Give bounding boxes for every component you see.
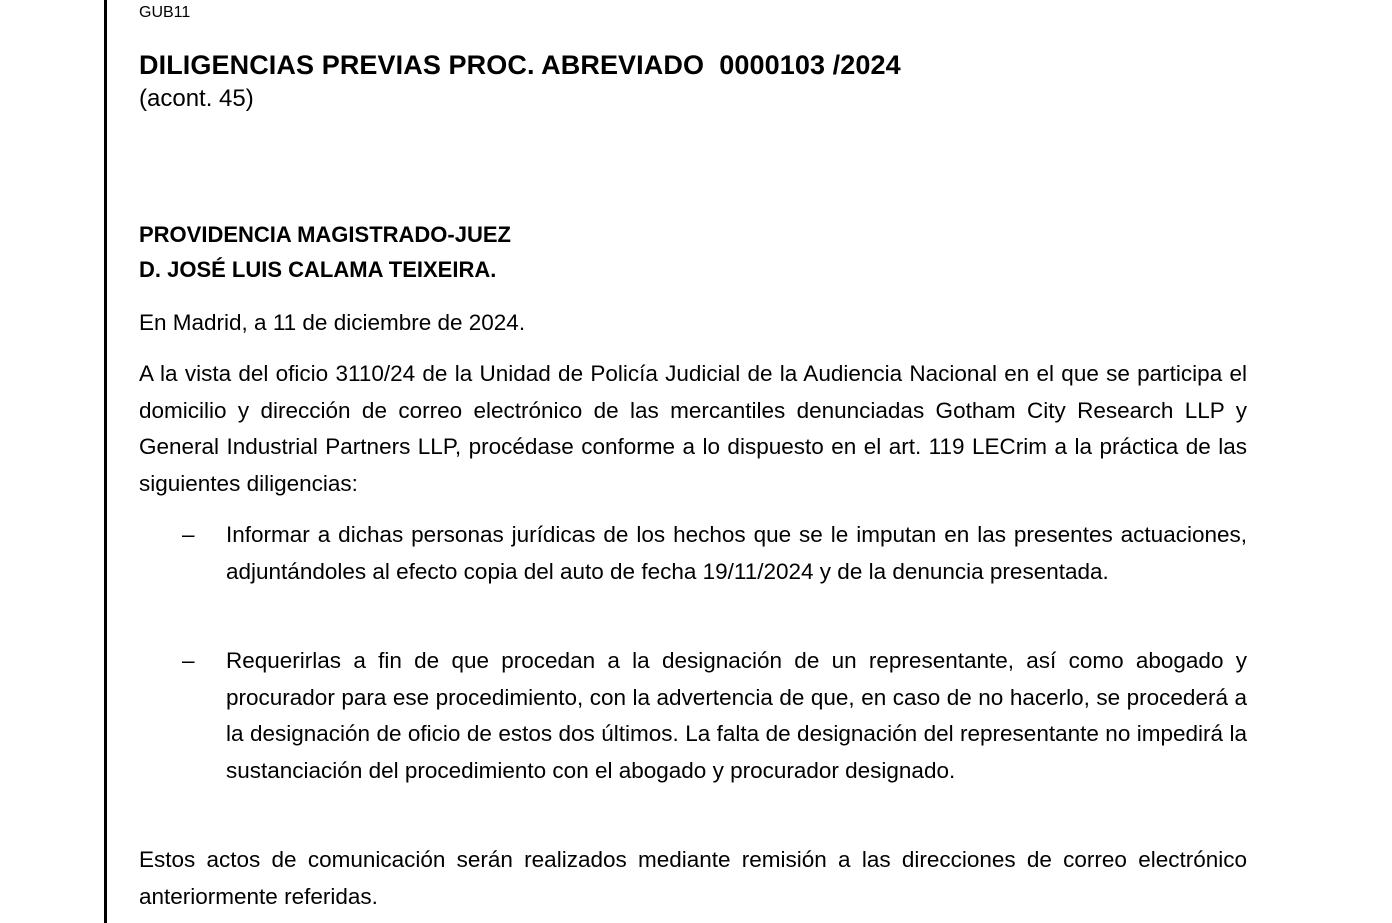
- case-title: DILIGENCIAS PREVIAS PROC. ABREVIADO 0000103 /2024: [139, 50, 901, 80]
- intro-paragraph: A la vista del oficio 3110/24 de la Unidad de Policía Judicial de la Audiencia Nacional en el que se participa el domicilio y dirección de correo electrónico de las mercantiles denunciadas Gotham City Research LLP y General Industrial Partners LLP, procédase conforme a lo dispuesto en el art. 119 LECrim a la práctica de las siguientes diligencias:: [139, 361, 1247, 496]
- list-item-text: Requerirlas a fin de que procedan a la designación de un representante, así como abogado y procurador para ese procedimiento, con la advertencia de que, en caso de no hacerlo, se procederá a la designación de oficio de estos dos últimos. La falta de designación del representante no impedirá la sustanciación del procedimiento con el abogado y procurador designado.: [226, 648, 1247, 783]
- document-code: GUB11: [139, 4, 191, 21]
- case-subtitle: (acont. 45): [139, 85, 254, 112]
- list-item: [139, 643, 1247, 789]
- closing-paragraph: Estos actos de comunicación serán realizados mediante remisión a las direcciones de correo electrónico anteriormente referidas.: [139, 847, 1247, 909]
- providencia-title: PROVIDENCIA MAGISTRADO-JUEZ: [139, 222, 511, 247]
- list-bullet: –: [182, 648, 195, 673]
- list-item-text: Informar a dichas personas jurídicas de los hechos que se le imputan en las presentes actuaciones, adjuntándoles al efecto copia del auto de fecha 19/11/2024 y de la denuncia presentada.: [226, 522, 1247, 584]
- judge-name: D. JOSÉ LUIS CALAMA TEIXEIRA.: [139, 257, 497, 282]
- list-bullet: –: [182, 522, 195, 547]
- left-margin-rule: [104, 0, 107, 923]
- list-item: [139, 517, 1247, 590]
- date-line: En Madrid, a 11 de diciembre de 2024.: [139, 310, 526, 335]
